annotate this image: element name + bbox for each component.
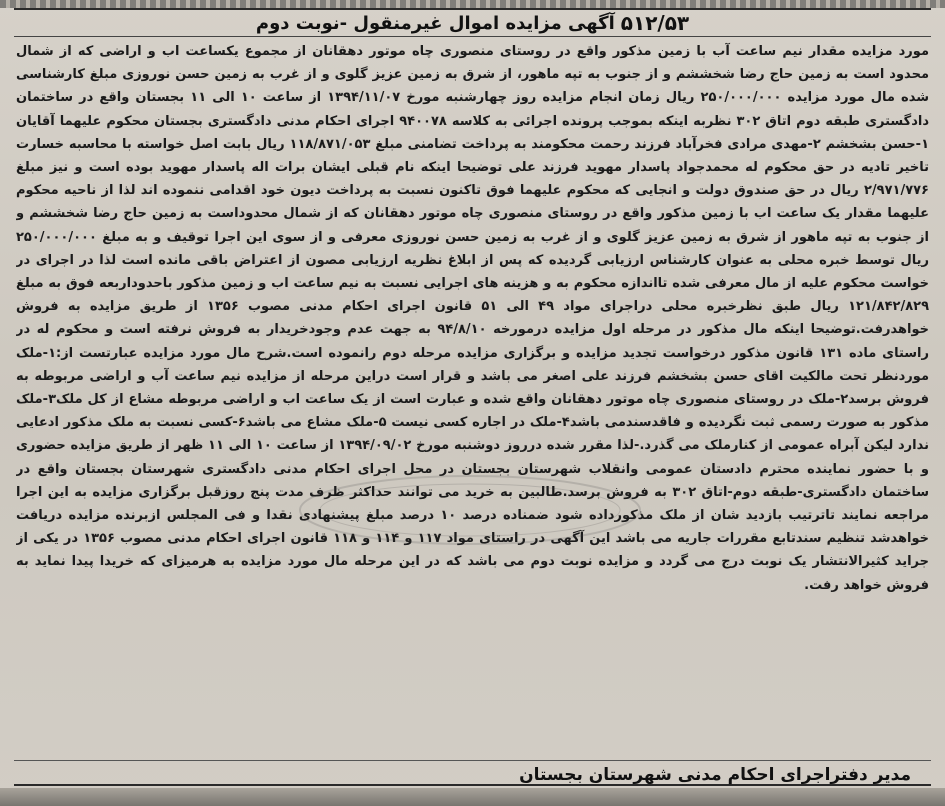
notice-title: آگهی مزایده اموال غیرمنقول -نوبت دوم bbox=[255, 12, 615, 34]
notice-number: ۵۱۲/۵۳ bbox=[620, 11, 690, 35]
notice-header bbox=[14, 10, 931, 37]
signature-block bbox=[14, 760, 931, 789]
previous-article-strip bbox=[0, 0, 945, 8]
notice-body: مورد مزایده مقدار نیم ساعت آب با زمین مذکور واقع در روستای منصوری چاه موتور دهقانان از مجموع یکساعت اب و اراضی که از شمال محدود است به زمین حاج رضا شخششم و از جنوب به تپه ماهور، از شرق به زمین عزیز گلوی و از غرب به زمین حسن نوروزی مبلغ کارشناسی شده مال مورد مزایده ۲۵۰/۰۰۰/۰۰۰ ریال زمان انجام مزایده روز چهارشنبه مورخ ۱۳۹۴/۱۱/۰۷ از ساعت ۱۰ الی ۱۱ بجستان واقع در ساختمان دادگستری طبقه دوم اتاق ۳۰۲ نظربه اینکه بموجب پرونده اجرائی به کلاسه ۹۴۰۰۷۸ اجرای احکام مدنی دادگستری بجستان محکوم علیهما آقایان ۱-حسن بشخشم ۲-مهدی مرادی فخرآباد فرزند رحمت محکومند به پرداخت تضامنی مبلغ ۱۱۸/۸۷۱/۰۵۳ ریال بابت اصل خواسته با محاسبه خسارت تاخیر تادیه در حق محکوم له محمدجواد پاسدار مهوید فرزند علی توضیحا اینکه نام قبلی ایشان برات اله پاسدار مهوید بوده است و نیز مبلغ ۲/۹۷۱/۷۷۶ ریال در حق صندوق دولت و انجایی که محکوم علیهما فوق تاکنون نسبت به پرداخت دیون خود اقدامی ننموده اند لذا از ناحیه محکوم علیهما مقدار یک ساعت اب با زمین مذکور واقع در روستای منصوری چاه موتور دهقانان که از شمال محدوداست به زمین حاج رضا شخششم و از جنوب به تپه ماهور از شرق به زمین عزیز گلوی و از غرب به زمین حسن نوروزی معرفی و از سوی این اجرا توقیف و به مبلغ ۲۵۰/۰۰۰/۰۰۰ ریال توسط خبره محلی به عنوان کارشناس ارزیابی گردیده که پس از ابلاغ نظریه ارزیابی مصون از اعتراض باقی مانده است لذا در اجرای در خواست محکوم علیه از مال معرفی شده تااندازه محکوم به و هزینه های اجرایی نسبت به نیم ساعت اب و زمین مذکور باحدوداربعه فوق به مبلغ ۱۲۱/۸۴۲/۸۲۹ ریال طبق نظرخبره محلی دراجرای مواد ۴۹ الی ۵۱ قانون اجرای احکام مدنی مصوب ۱۳۵۶ از طریق مزایده به فروش خواهدرفت.توضیحا اینکه مال مذکور در مرحله اول مزایده درمورخه ۹۴/۸/۱۰ به جهت عدم وجودخریدار به فروش نرفته است و محکوم له در راستای ماده ۱۳۱ قانون مذکور درخواست تجدید مزایده و برگزاری مزایده مرحله دوم رانموده است.شرح مال مورد مزایده عبارتست از:۱-ملک موردنظر تحت مالکیت اقای حسن بشخشم فرزند علی اصغر می باشد و قرار است دراین مرحله از مزایده نیم ساعت آب و اراضی مربوطه به فروش برسد۲-ملک در روستای منصوری چاه موتور دهقانان واقع شده و عبارت است از یک ساعت اب و اراضی مربوطه مشاع از کل ملک۳-ملک مذکور به صورت رسمی ثبت نگردیده و فاقدسندمی باشد۴-ملک در اجاره کسی نیست ۵-ملک مشاع می باشد۶-کسی نسبت به ملک مذکور ادعایی ندارد لیکن آبراه عمومی از کنارملک می گذرد.-لذا مقرر شده درروز دوشنبه مورخ ۱۳۹۴/۰۹/۰۲ از ساعت ۱۰ الی ۱۱ ظهر از طریق مزایده حضوری و با حضور نماینده محترم دادستان عمومی وانقلاب شهرستان بجستان در محل اجرای احکام مدنی دادگستری شهرستان بجستان واقع در ساختمان دادگستری-طبقه دوم-اتاق ۳۰۲ به فروش برسد.طالبین به خرید می توانند حداکثر ظرف مدت پنج روزقبل برگزاری مزایده به این اجرا مراجعه نمایند تاترتیب بازدید شان از ملک مذکورداده شود ضمناده درصد ۱۰ درصد مبلغ پیشنهادی نقدا و فی المجلس ازبرنده مزایده دریافت خواهدشد تنظیم سندتابع مقررات جاریه می باشد این آگهی در راستای مواد ۱۱۷ و ۱۱۴ و ۱۱۸ قانون اجرای احکام مدنی مصوب ۱۳۵۶ در یکی از جراید کثیرالانتشار یک نوبت درج می گردد و مزایده نوبت دوم می باشد که در این مرحله مال مورد مزایده به هرمیزای که خریدا پیدا نماید به فروش خواهد رفت. bbox=[16, 44, 929, 593]
signature-text: مدیر دفتراجرای احکام مدنی شهرستان بجستان bbox=[519, 765, 911, 785]
next-article-strip bbox=[0, 788, 945, 806]
